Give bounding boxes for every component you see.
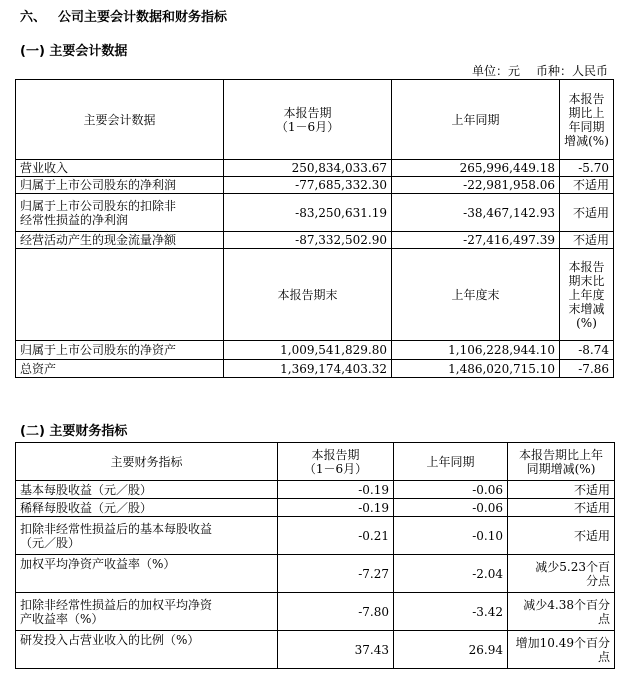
section-title: 公司主要会计数据和财务指标 <box>58 10 228 25</box>
header-prior: 上年同期 <box>392 80 560 160</box>
table-header-row <box>16 249 614 341</box>
table-row: 总资产 1,369,174,403.32 1,486,020,715.10 -7.86 <box>16 360 614 378</box>
header-current: 本报告期 （1－6月） <box>278 443 394 481</box>
table-row: 经营活动产生的现金流量净额 -87,332,502.90 -27,416,497.39 不适用 <box>16 232 614 249</box>
table-row: 扣除非经常性损益后的加权平均净资 产收益率（%） -7.80 -3.42 减少4.38个百分 点 <box>16 593 615 631</box>
header-item: 主要会计数据 <box>16 80 224 160</box>
table-row: 归属于上市公司股东的扣除非 经常性损益的净利润 -83,250,631.19 -38,467,142.93 不适用 <box>16 194 614 232</box>
unit-line <box>472 62 608 79</box>
header-current: 本报告期 （1－6月） <box>224 80 392 160</box>
section-number: 六、 <box>20 10 47 25</box>
financial-indicators-title: (二) 主要财务指标 <box>20 424 128 439</box>
header-change: 本报告期比上年 同期增减(%) <box>508 443 615 481</box>
section-heading <box>20 6 227 25</box>
table-row: 营业收入 250,834,033.67 265,996,449.18 -5.70 <box>16 160 614 177</box>
accounting-data-table <box>15 79 614 378</box>
table-row: 稀释每股收益（元／股） -0.19 -0.06 不适用 <box>16 499 615 517</box>
header-item: 主要财务指标 <box>16 443 278 481</box>
table-row: 基本每股收益（元／股） -0.19 -0.06 不适用 <box>16 481 615 499</box>
table-header-row <box>16 80 614 160</box>
table-row: 扣除非经常性损益后的基本每股收益 （元／股） -0.21 -0.10 不适用 <box>16 517 615 555</box>
table-row: 加权平均净资产收益率（%） -7.27 -2.04 减少5.23个百 分点 <box>16 555 615 593</box>
header-change: 本报告 期末比 上年度 末增减 (%) <box>560 249 614 341</box>
header-prior: 上年同期 <box>394 443 508 481</box>
accounting-data-title: (一) 主要会计数据 <box>20 44 128 59</box>
currency-label: 币种：人民币 <box>535 64 608 78</box>
table-row: 研发投入占营业收入的比例（%） 37.43 26.94 增加10.49个百分 点 <box>16 631 615 669</box>
table-header-row <box>16 443 615 481</box>
header-change: 本报告 期比上 年同期 增减(%) <box>560 80 614 160</box>
unit-label: 单位：元 <box>471 64 520 78</box>
header-period-end: 本报告期末 <box>224 249 392 341</box>
table-row: 归属于上市公司股东的净利润 -77,685,332.30 -22,981,958.06 不适用 <box>16 177 614 194</box>
header-prior-year-end: 上年度末 <box>392 249 560 341</box>
financial-indicators-table <box>15 442 615 669</box>
table-row: 归属于上市公司股东的净资产 1,009,541,829.80 1,106,228,944.10 -8.74 <box>16 341 614 360</box>
